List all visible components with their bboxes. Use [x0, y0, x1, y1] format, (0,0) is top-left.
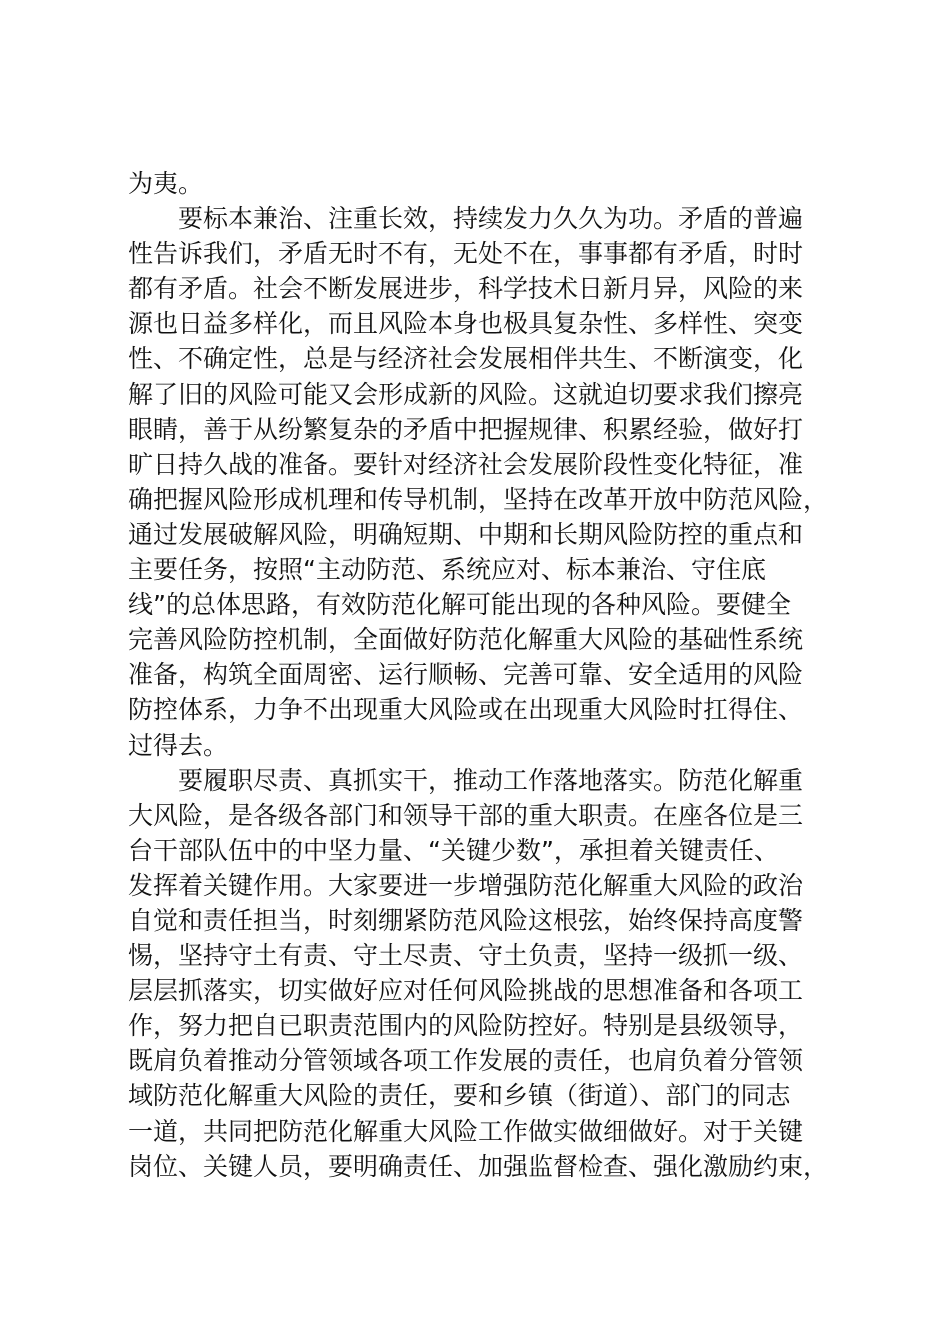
text-line: 域防范化解重大风险的责任，要和乡镇（街道）、部门的同志 — [128, 1081, 791, 1111]
text-line: 台干部队伍中的中坚力量、“关键少数”，承担着关键责任、 — [128, 835, 779, 865]
text-line: 性告诉我们，矛盾无时不有，无处不在，事事都有矛盾，时时 — [128, 239, 804, 269]
text-line: 主要任务，按照“主动防范、系统应对、标本兼治、守住底 — [128, 555, 766, 585]
text-line: 源也日益多样化，而且风险本身也极具复杂性、多样性、突变 — [128, 309, 804, 339]
text-line: 性、不确定性，总是与经济社会发展相伴共生、不断演变，化 — [128, 344, 804, 374]
text-line: 旷日持久战的准备。要针对经济社会发展阶段性变化特征，准 — [128, 449, 804, 479]
text-line: 岗位、关键人员，要明确责任、加强监督检查、强化激励约束， — [128, 1151, 829, 1181]
text-line: 确把握风险形成机理和传导机制，坚持在改革开放中防范风险， — [128, 484, 829, 514]
document-body — [128, 166, 858, 1184]
text-line: 准备，构筑全面周密、运行顺畅、完善可靠、安全适用的风险 — [128, 660, 804, 690]
text-line: 一道，共同把防范化解重大风险工作做实做细做好。对于关键 — [128, 1116, 804, 1146]
text-line: 发挥着关键作用。大家要进一步增强防范化解重大风险的政治 — [128, 870, 804, 900]
text-line: 大风险，是各级各部门和领导干部的重大职责。在座各位是三 — [128, 800, 804, 830]
text-line: 解了旧的风险可能又会形成新的风险。这就迫切要求我们擦亮 — [128, 379, 804, 409]
text-line: 线”的总体思路，有效防范化解可能出现的各种风险。要健全 — [128, 590, 791, 620]
text-line: 过得去。 — [128, 730, 229, 760]
text-line: 惕，坚持守土有责、守土尽责、守土负责，坚持一级抓一级、 — [128, 941, 804, 971]
text-line: 完善风险防控机制，全面做好防范化解重大风险的基础性系统 — [128, 625, 804, 655]
text-line: 通过发展破解风险，明确短期、中期和长期风险防控的重点和 — [128, 519, 804, 549]
text-line: 自觉和责任担当，时刻绷紧防范风险这根弦，始终保持高度警 — [128, 905, 804, 935]
text-line: 防控体系，力争不出现重大风险或在出现重大风险时扛得住、 — [128, 695, 804, 725]
paragraph-start-line: 要履职尽责、真抓实干，推动工作落地落实。防范化解重 — [178, 765, 804, 795]
text-line: 眼睛，善于从纷繁复杂的矛盾中把握规律、积累经验，做好打 — [128, 414, 804, 444]
paragraph-start-line: 要标本兼治、注重长效，持续发力久久为功。矛盾的普遍 — [178, 204, 804, 234]
text-line: 既肩负着推动分管领域各项工作发展的责任，也肩负着分管领 — [128, 1046, 804, 1076]
text-line: 层层抓落实，切实做好应对任何风险挑战的思想准备和各项工 — [128, 976, 804, 1006]
text-line: 都有矛盾。社会不断发展进步，科学技术日新月异，风险的来 — [128, 274, 804, 304]
text-line: 作，努力把自已职责范围内的风险防控好。特别是县级领导， — [128, 1011, 804, 1041]
text-line: 为夷。 — [128, 169, 204, 198]
